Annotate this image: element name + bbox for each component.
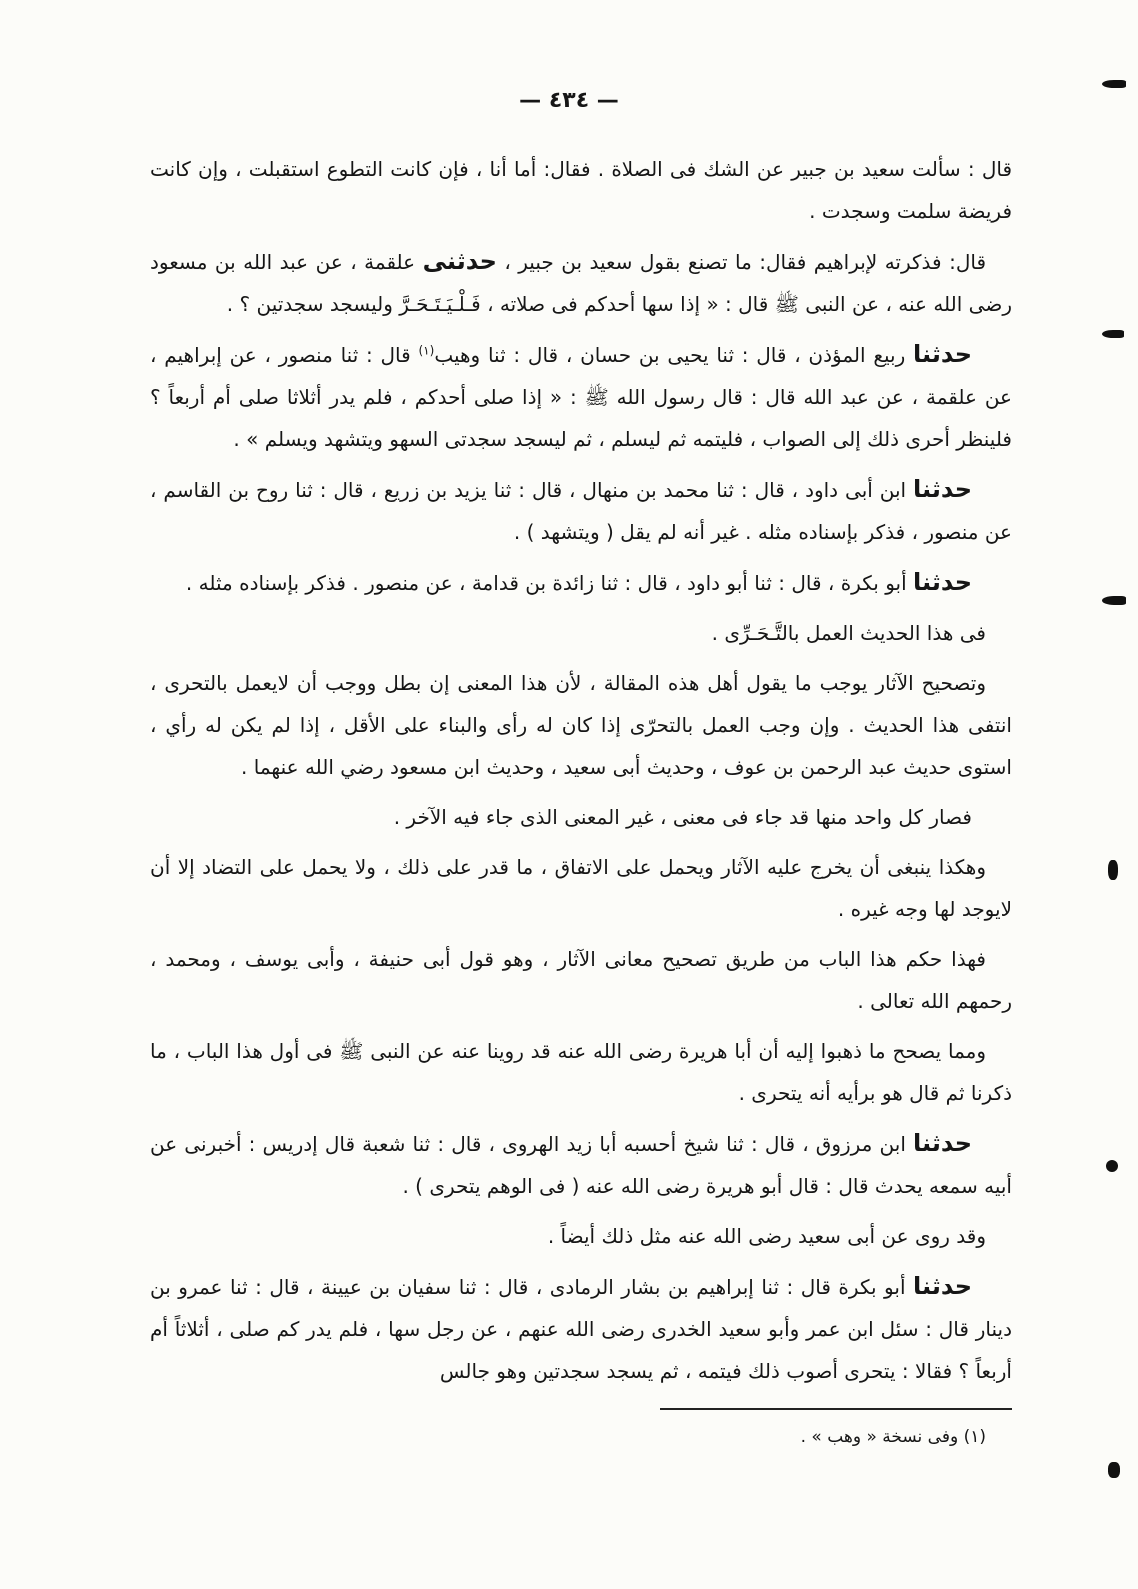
isnad-lead: حدثنا — [913, 1272, 972, 1300]
paragraph-text: ومما يصحح ما ذهبوا إليه أن أبا هريرة رضى الله عنه قد روينا عنه عن النبى ﷺ فى أول هذا الباب ، ما ذكرنا ثم قال هو برأيه أنه يتحرى . — [150, 1039, 1012, 1105]
paragraph — [150, 333, 1012, 460]
paragraph-text: وقد روى عن أبى سعيد رضى الله عنه مثل ذلك أيضاً . — [547, 1224, 986, 1248]
paragraph-text: فصار كل واحد منها قد جاء فى معنى ، غير المعنى الذى جاء فيه الآخر . — [393, 805, 972, 829]
paragraph — [150, 561, 1012, 604]
footnote-marker: (١) — [963, 1427, 986, 1447]
paragraph — [150, 662, 1012, 788]
paragraph-text: علقمة ، عن عبد الله بن مسعود رضى الله عنه ، عن النبى ﷺ قال : « إذا سها أحدكم فى صلاته ، فَـلْـيَـتَـحَـرَّ وليسجد سجدتين ؟ . — [150, 250, 1012, 316]
footnote-reference: (١) — [418, 343, 435, 358]
scan-edge-mark — [1108, 1462, 1120, 1478]
page-number: — ٤٣٤ — — [519, 88, 619, 113]
paragraph — [150, 148, 1012, 232]
paragraph-text: وتصحيح الآثار يوجب ما يقول أهل هذه المقالة ، لأن هذا المعنى إن بطل ووجب أن لايعمل بالتحرى ، انتفى هذا الحديث . وإن وجب العمل بالتحرّى إذا كان له رأى والبناء على الأقل ، إذا لم يكن له رأي ، استوى حديث عبد الرحمن بن عوف ، وحديث أبى سعيد ، وحديث ابن مسعود رضي الله عنهما . — [150, 671, 1012, 779]
paragraph — [150, 612, 1012, 654]
paragraph-text: قال : سألت سعيد بن جبير عن الشك فى الصلاة . فقال: أما أنا ، فإن كانت التطوع استقبلت ، وإن كانت فريضة سلمت وسجدت . — [150, 157, 1012, 223]
footnote — [150, 1422, 1012, 1452]
paragraph-text: فهذا حكم هذا الباب من طريق تصحيح معانى الآثار ، وهو قول أبى حنيفة ، وأبى يوسف ، ومحمد ، رحمهم الله تعالى . — [150, 947, 1012, 1013]
paragraph — [150, 846, 1012, 930]
paragraph — [150, 938, 1012, 1022]
paragraph-text: فى هذا الحديث العمل بالتَّـحَـرِّى . — [711, 621, 986, 645]
paragraph — [150, 240, 1012, 325]
scan-edge-mark — [1106, 1160, 1118, 1172]
footnote-rule — [660, 1408, 1012, 1410]
main-text — [150, 148, 1012, 1452]
isnad-lead: حدثنا — [913, 1129, 972, 1157]
paragraph — [150, 1265, 1012, 1392]
isnad-lead: حدثنا — [913, 568, 972, 596]
paragraph-text: ابن مرزوق ، قال : ثنا شيخ أحسبه أبا زيد الهروى ، قال : ثنا شعبة قال إدريس : أخبرنى عن أبيه سمعه يحدث قال : قال أبو هريرة رضى الله عنه ( فى الوهم يتحرى ) . — [150, 1132, 1012, 1198]
scan-edge-mark — [1102, 80, 1126, 88]
paragraph — [150, 468, 1012, 553]
paragraph — [150, 796, 1012, 838]
paragraph-text: أبو بكرة ، قال : ثنا أبو داود ، قال : ثنا زائدة بن قدامة ، عن منصور . فذكر بإسناده مثله . — [185, 571, 907, 595]
paragraph-text: ابن أبى داود ، قال : ثنا محمد بن منهال ، قال : ثنا يزيد بن زريع ، قال : ثنا روح بن القاسم ، عن منصور ، فذكر بإسناده مثله . غير أنه لم يقل ( ويتشهد ) . — [150, 478, 1012, 544]
paragraph-text: وهكذا ينبغى أن يخرج عليه الآثار ويحمل على الاتفاق ، ما قدر على ذلك ، ولا يحمل على التضاد إلا أن لايوجد لها وجه غيره . — [150, 855, 1012, 921]
isnad-lead: حدثنى — [422, 247, 497, 275]
scan-edge-mark — [1102, 330, 1124, 338]
paragraph — [150, 1215, 1012, 1257]
scan-edge-mark — [1108, 860, 1118, 880]
paragraph-text: أبو بكرة قال : ثنا إبراهيم بن بشار الرمادى ، قال : ثنا سفيان بن عيينة ، قال : ثنا عمرو بن دينار قال : سئل ابن عمر وأبو سعيد الخدرى رضى الله عنهم ، عن رجل سها ، فلم يدر كم صلى ، أثلاثاً أم أربعاً ؟ فقالا : يتحرى أصوب ذلك فيتمه ، ثم يسجد سجدتين وهو جالس — [150, 1275, 1012, 1383]
paragraph — [150, 1122, 1012, 1207]
footnote-text: وفى نسخة « وهب » . — [800, 1427, 959, 1447]
isnad-lead: حدثنا — [913, 475, 973, 503]
paragraph-text: قال : ثنا منصور ، عن إبراهيم ، عن علقمة ، عن عبد الله قال : قال رسول الله ﷺ : « إذا صلى أحدكم ، فلم يدر أثلاثا صلى أم أربعاً ؟ فلينظر أحرى ذلك إلى الصواب ، فليتمه ثم ليسلم ، ثم ليسجد سجدتى السهو ويتشهد ويسلم » . — [150, 343, 1012, 451]
isnad-lead: حدثنا — [913, 340, 972, 368]
paragraph-text: ربيع المؤذن ، قال : ثنا يحيى بن حسان ، قال : ثنا وهيب — [434, 343, 906, 367]
paragraph — [150, 1030, 1012, 1114]
scan-edge-mark — [1102, 596, 1126, 605]
paragraph-text: قال: فذكرته لإبراهيم فقال: ما تصنع بقول سعيد بن جبير ، — [504, 250, 987, 274]
